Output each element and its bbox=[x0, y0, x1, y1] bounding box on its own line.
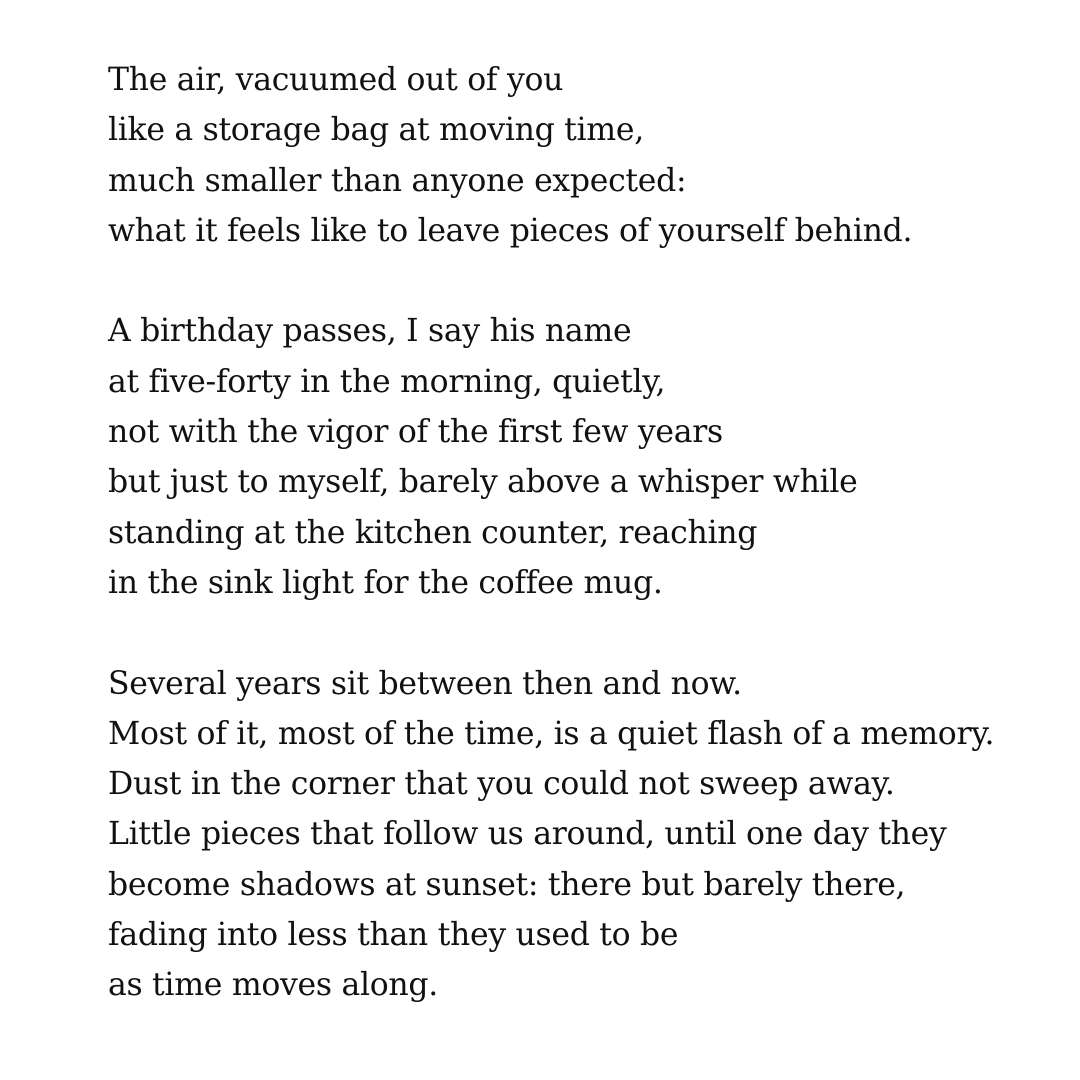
stanza-2 bbox=[108, 306, 1048, 608]
poem-line: Several years sit between then and now. bbox=[108, 665, 742, 702]
poem-body bbox=[108, 55, 1048, 1011]
poem-line: not with the vigor of the first few years bbox=[108, 414, 723, 451]
poem-line: much smaller than anyone expected: bbox=[108, 162, 687, 199]
poem-line: standing at the kitchen counter, reaching bbox=[108, 514, 758, 551]
poem-line: Dust in the corner that you could not sweep away. bbox=[108, 766, 895, 803]
poem-line: what it feels like to leave pieces of yourself behind. bbox=[108, 212, 913, 249]
poem-line: in the sink light for the coffee mug. bbox=[108, 564, 663, 601]
poem-line: Most of it, most of the time, is a quiet flash of a memory. bbox=[108, 715, 995, 752]
poem-line: The air, vacuumed out of you bbox=[108, 62, 564, 98]
stanza-3 bbox=[108, 659, 1048, 1011]
poem-line: Little pieces that follow us around, until one day they bbox=[108, 816, 947, 853]
poem-line: become shadows at sunset: there but barely there, bbox=[108, 866, 906, 903]
poem-line: A birthday passes, I say his name bbox=[108, 313, 632, 350]
stanza-1 bbox=[108, 55, 1048, 256]
poem-line: like a storage bag at moving time, bbox=[108, 112, 644, 149]
poem-line: fading into less than they used to be bbox=[108, 917, 679, 954]
poem-line: but just to myself, barely above a whisper while bbox=[108, 464, 858, 501]
poem-line: as time moves along. bbox=[108, 967, 438, 1004]
poem-line: at five-forty in the morning, quietly, bbox=[108, 363, 666, 400]
